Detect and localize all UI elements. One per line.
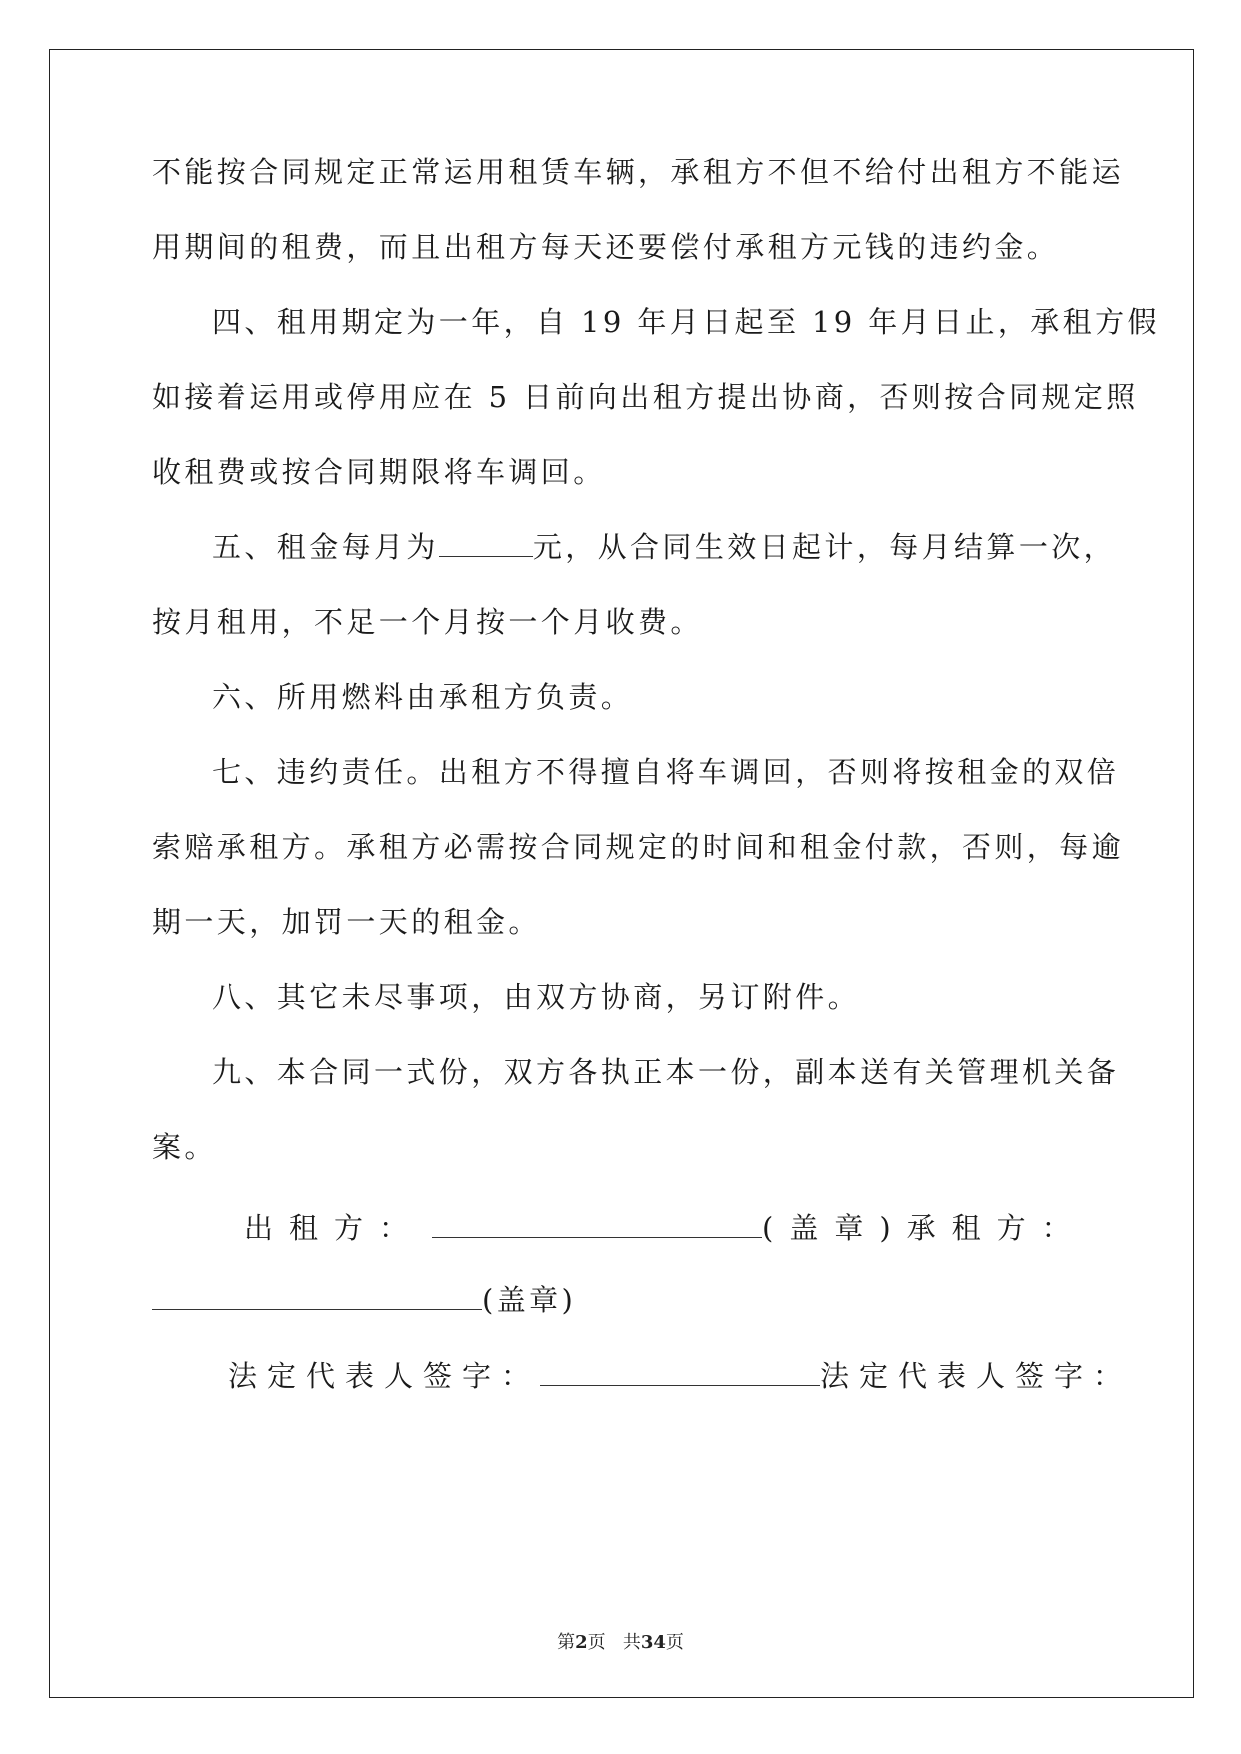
lessor-blank [432,1211,762,1238]
paragraph-line: 索赔承租方。承租方必需按合同规定的时间和租金付款，否则，每逾 [152,830,1125,864]
lessor-rep-label: 法定代表人签字： [228,1359,541,1393]
signature-line-2 [152,1280,1092,1320]
rent-amount-blank [439,530,533,557]
page-footer [0,1628,1241,1654]
clause-8-line: 八、其它未尽事项，由双方协商，另订附件。 [212,980,861,1014]
paragraph-line: 如接着运用或停用应在 5 日前向出租方提出协商，否则按合同规定照 [152,380,1139,414]
total-suffix: 页 [665,1632,684,1653]
clause-6-line: 六、所用燃料由承租方负责。 [212,680,634,714]
total-pages: 34 [640,1632,666,1653]
page-number: 2 [575,1632,588,1653]
clause-5-line [212,527,1152,567]
lessee-blank [152,1283,482,1310]
lessee-label: 承租方： [906,1211,1087,1245]
lessor-label: 出租方： [244,1211,425,1245]
lessee-seal: (盖章) [482,1283,577,1317]
lessor-seal: (盖章) [762,1211,907,1245]
clause-5-suffix: 元，从合同生效日起计，每月结算一次， [532,530,1117,564]
clause-9-line: 九、本合同一式份，双方各执正本一份，副本送有关管理机关备 [212,1055,1120,1089]
clause-7-line: 七、违约责任。出租方不得擅自将车调回，否则将按租金的双倍 [212,755,1120,789]
paragraph-line: 期一天，加罚一天的租金。 [152,905,541,939]
paragraph-line: 不能按合同规定正常运用租赁车辆，承租方不但不给付出租方不能运 [152,155,1125,189]
signature-line-1 [244,1208,1104,1248]
clause-4-line: 四、租用期定为一年，自 19 年月日起至 19 年月日止，承租方假 [212,305,1160,339]
representative-line [228,1356,1133,1396]
paragraph-line: 按月租用，不足一个月按一个月收费。 [152,605,703,639]
clause-5-prefix: 五、租金每月为 [212,530,439,564]
paragraph-line: 用期间的租费，而且出租方每天还要偿付承租方元钱的违约金。 [152,230,1060,264]
paragraph-line: 收租费或按合同期限将车调回。 [152,455,606,489]
lessor-rep-blank [540,1359,820,1386]
page-suffix: 页 [587,1632,606,1653]
page-prefix: 第 [557,1632,576,1653]
paragraph-line: 案。 [152,1130,217,1164]
total-prefix: 共 [622,1632,641,1653]
lessee-rep-label: 法定代表人签字： [820,1359,1133,1393]
